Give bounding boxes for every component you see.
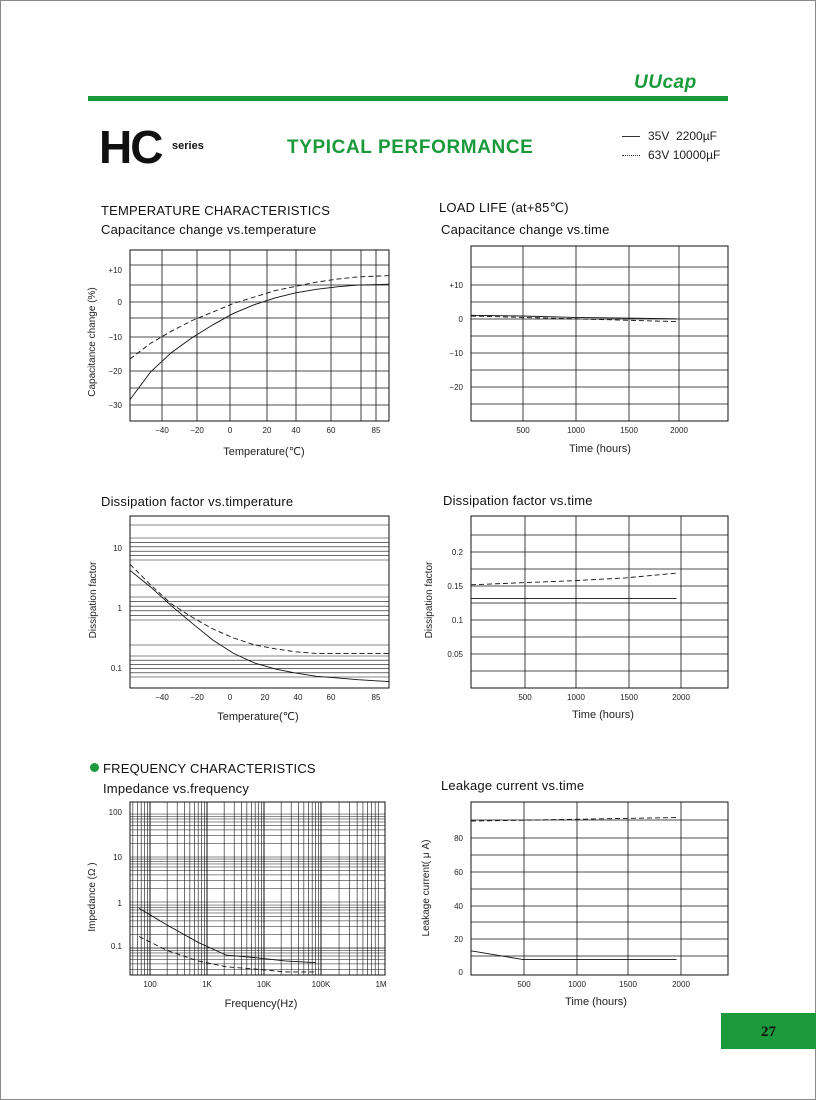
- chart-title-df-time: Dissipation factor vs.time: [443, 493, 593, 508]
- series-line-dashed: [130, 276, 389, 359]
- y-tick-label: 10: [113, 544, 122, 553]
- series-line-dashed: [471, 818, 677, 821]
- chart-title-imp-freq: Impedance vs.frequency: [103, 781, 250, 796]
- y-tick-label: −10: [449, 349, 463, 358]
- plot-frame: [471, 246, 728, 421]
- series-line-solid: [130, 284, 389, 399]
- x-tick-label: 40: [293, 693, 303, 702]
- chart-title-leak-time: Leakage current vs.time: [441, 778, 585, 793]
- x-tick-label: −40: [155, 693, 169, 702]
- y-tick-label: 1: [117, 604, 122, 613]
- x-tick-label: 85: [371, 693, 381, 702]
- x-tick-label: −20: [190, 693, 204, 702]
- plot-frame: [471, 802, 728, 975]
- chart-title-cap-time: Capacitance change vs.time: [441, 222, 610, 237]
- y-tick-label: 100: [108, 808, 122, 817]
- x-tick-label: 40: [291, 426, 301, 435]
- x-axis-label: Frequency(Hz): [224, 998, 298, 1010]
- plot-frame: [471, 516, 728, 688]
- series-code: HC: [99, 121, 162, 173]
- x-tick-label: 60: [326, 693, 336, 702]
- x-tick-label: 500: [516, 426, 530, 435]
- x-tick-label: 500: [518, 693, 532, 702]
- y-tick-label: 60: [454, 868, 463, 877]
- x-tick-label: 60: [326, 426, 336, 435]
- legend-voltage: 35V: [648, 129, 670, 143]
- y-tick-label: +10: [449, 281, 463, 290]
- series-line-dashed: [130, 564, 389, 653]
- page-number: 27: [721, 1013, 816, 1049]
- y-tick-label: 0.1: [110, 942, 122, 951]
- x-tick-label: 1500: [619, 980, 637, 989]
- y-tick-label: 0.1: [110, 664, 122, 673]
- y-tick-label: 40: [454, 902, 463, 911]
- x-tick-label: 20: [260, 693, 270, 702]
- legend-capacitance: 10000µF: [672, 148, 721, 162]
- x-tick-label: 20: [262, 426, 272, 435]
- legend-voltage: 63V: [648, 148, 670, 162]
- x-tick-label: 1K: [202, 980, 212, 989]
- y-tick-label: 10: [113, 853, 122, 862]
- legend-capacitance: 2200µF: [676, 129, 717, 143]
- chart-title-df-temp: Dissipation factor vs.timperature: [101, 494, 294, 509]
- y-tick-label: 80: [454, 834, 463, 843]
- y-tick-label: −20: [108, 367, 122, 376]
- x-axis-label: Temperature(℃): [223, 446, 305, 458]
- series-line-dashed: [139, 937, 316, 972]
- y-tick-label: 0.2: [451, 548, 463, 557]
- x-tick-label: 2000: [670, 426, 688, 435]
- y-tick-label: 0.1: [451, 616, 463, 625]
- y-axis-label: Leakage current( μ A): [421, 839, 432, 937]
- y-axis-label: Dissipation factor: [88, 561, 99, 639]
- x-tick-label: 1M: [375, 980, 387, 989]
- x-tick-label: 1000: [567, 426, 585, 435]
- brand-logo: UUcap: [634, 72, 697, 93]
- y-tick-label: 0: [117, 298, 122, 307]
- section-temperature: TEMPERATURE CHARACTERISTICS: [101, 203, 331, 218]
- x-tick-label: 1000: [567, 693, 585, 702]
- x-tick-label: 0: [227, 426, 233, 435]
- x-tick-label: −20: [190, 426, 204, 435]
- y-tick-label: −20: [449, 383, 463, 392]
- x-tick-label: 2000: [672, 980, 690, 989]
- x-tick-label: 2000: [672, 693, 690, 702]
- x-axis-label: Time (hours): [569, 443, 631, 455]
- x-tick-label: 100K: [311, 980, 331, 989]
- y-tick-label: 0.05: [447, 650, 463, 659]
- y-tick-label: 0: [458, 968, 463, 977]
- x-tick-label: 85: [371, 426, 381, 435]
- y-tick-label: −30: [108, 401, 122, 410]
- x-axis-label: Temperature(℃): [217, 711, 299, 723]
- series-line-solid: [471, 315, 677, 319]
- series-line-solid: [130, 570, 389, 681]
- x-tick-label: 1500: [620, 426, 638, 435]
- plot-frame: [130, 250, 389, 421]
- x-tick-label: 1500: [620, 693, 638, 702]
- y-tick-label: +10: [108, 266, 122, 275]
- y-tick-label: 0.15: [447, 582, 463, 591]
- y-tick-label: −10: [108, 333, 122, 342]
- x-tick-label: 10K: [256, 980, 272, 989]
- chart-title-cap-temp: Capacitance change vs.temperature: [101, 222, 317, 237]
- series-line-dashed: [471, 573, 677, 585]
- plot-frame: [130, 516, 389, 688]
- x-tick-label: 100: [143, 980, 157, 989]
- y-tick-label: 20: [454, 935, 463, 944]
- series-line-solid: [471, 951, 677, 960]
- y-tick-label: 1: [117, 899, 122, 908]
- x-tick-label: 1000: [568, 980, 586, 989]
- section-frequency-label: FREQUENCY CHARACTERISTICS: [103, 761, 316, 776]
- x-tick-label: −40: [155, 426, 169, 435]
- y-axis-label: Capacitance change (%): [87, 287, 98, 397]
- page-title: TYPICAL PERFORMANCE: [287, 137, 534, 158]
- series-label: series: [172, 140, 204, 152]
- x-tick-label: 500: [517, 980, 531, 989]
- x-axis-label: Time (hours): [572, 709, 634, 721]
- x-axis-label: Time (hours): [565, 996, 627, 1008]
- y-axis-label: Impedance (Ω ): [87, 862, 98, 932]
- y-axis-label: Dissipation factor: [424, 561, 435, 639]
- y-tick-label: 0: [458, 315, 463, 324]
- x-tick-label: 0: [227, 693, 233, 702]
- section-load-life: LOAD LIFE (at+85℃): [439, 200, 569, 215]
